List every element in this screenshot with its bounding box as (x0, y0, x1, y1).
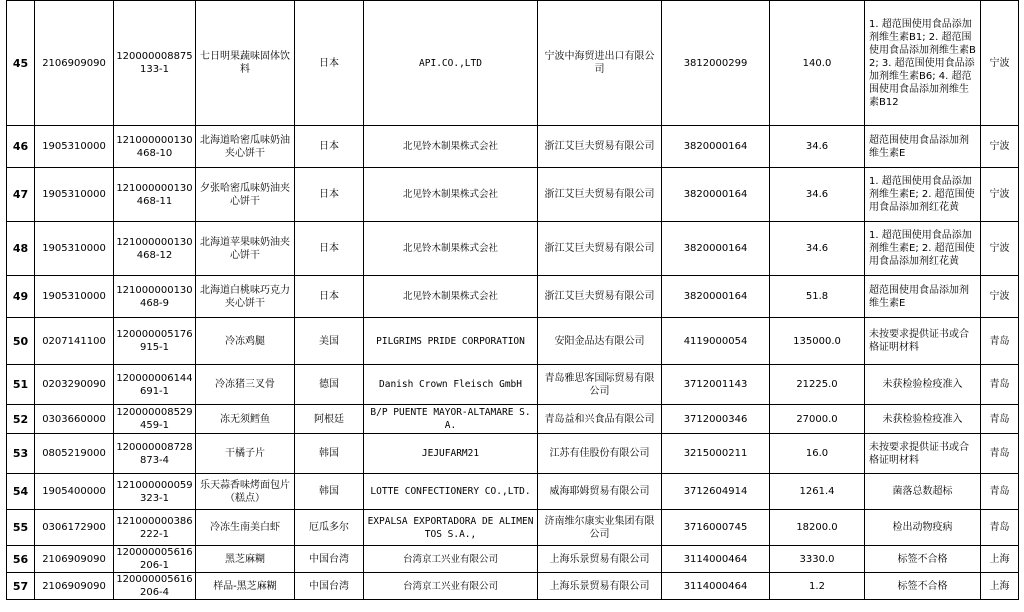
registration-number-cell: 121000000130468-12 (114, 222, 196, 276)
rejection-reason-cell: 标签不合格 (865, 573, 981, 600)
hs-code-cell: 0805219000 (35, 434, 114, 474)
table-row (7, 318, 1019, 365)
importer-code-cell: 3114000464 (662, 546, 770, 573)
exporter-cell: 北见铃木制果株式会社 (364, 126, 538, 168)
importer-cell: 浙江艾巨夫贸易有限公司 (538, 126, 662, 168)
table-row (7, 474, 1019, 510)
registration-number-cell: 121000000386222-1 (114, 510, 196, 546)
row-number-cell: 54 (7, 474, 35, 510)
hs-code-cell: 1905310000 (35, 276, 114, 318)
weight-cell: 18200.0 (770, 510, 865, 546)
registration-number-cell: 121000000130468-10 (114, 126, 196, 168)
rejection-reason-cell: 1. 超范围使用食品添加剂维生素E; 2. 超范围使用食品添加剂红花黄 (865, 168, 981, 222)
rejection-reason-cell: 1. 超范围使用食品添加剂维生素B1; 2. 超范围使用食品添加剂维生素B2; 3. 超范围使用食品添加剂维生素B6; 4. 超范围使用食品添加剂维生素B12 (865, 1, 981, 126)
registration-number-cell: 120000006144691-1 (114, 365, 196, 405)
port-cell: 青岛 (981, 365, 1019, 405)
importer-cell: 青岛雅思客国际贸易有限公司 (538, 365, 662, 405)
exporter-cell: 台湾京工兴业有限公司 (364, 546, 538, 573)
table-body (7, 1, 1019, 600)
origin-country-cell: 日本 (295, 126, 364, 168)
registration-number-cell: 120000005616206-4 (114, 573, 196, 600)
port-cell: 宁波 (981, 222, 1019, 276)
weight-cell: 1.2 (770, 573, 865, 600)
importer-code-cell: 3215000211 (662, 434, 770, 474)
importer-code-cell: 3114000464 (662, 573, 770, 600)
weight-cell: 1261.4 (770, 474, 865, 510)
product-name-cell: 冷冻生南美白虾 (196, 510, 295, 546)
origin-country-cell: 日本 (295, 168, 364, 222)
exporter-cell: PILGRIMS PRIDE CORPORATION (364, 318, 538, 365)
port-cell: 上海 (981, 546, 1019, 573)
exporter-cell: LOTTE CONFECTIONERY CO.,LTD. (364, 474, 538, 510)
exporter-cell: 北见铃木制果株式会社 (364, 168, 538, 222)
importer-cell: 浙江艾巨夫贸易有限公司 (538, 168, 662, 222)
rejection-reason-cell: 菌落总数超标 (865, 474, 981, 510)
product-name-cell: 样品-黑芝麻糊 (196, 573, 295, 600)
row-number-cell: 47 (7, 168, 35, 222)
importer-code-cell: 3712604914 (662, 474, 770, 510)
registration-number-cell: 121000000130468-11 (114, 168, 196, 222)
hs-code-cell: 0203290090 (35, 365, 114, 405)
hs-code-cell: 2106909090 (35, 546, 114, 573)
table-row (7, 126, 1019, 168)
hs-code-cell: 2106909090 (35, 573, 114, 600)
table-row (7, 434, 1019, 474)
hs-code-cell: 0306172900 (35, 510, 114, 546)
importer-code-cell: 3716000745 (662, 510, 770, 546)
product-name-cell: 北海道苹果味奶油夹心饼干 (196, 222, 295, 276)
importer-code-cell: 3712001143 (662, 365, 770, 405)
row-number-cell: 46 (7, 126, 35, 168)
rejection-reason-cell: 未按要求提供证书或合格证明材料 (865, 434, 981, 474)
port-cell: 青岛 (981, 510, 1019, 546)
registration-number-cell: 120000005176915-1 (114, 318, 196, 365)
product-name-cell: 黑芝麻糊 (196, 546, 295, 573)
weight-cell: 21225.0 (770, 365, 865, 405)
port-cell: 上海 (981, 573, 1019, 600)
weight-cell: 34.6 (770, 126, 865, 168)
importer-code-cell: 3812000299 (662, 1, 770, 126)
exporter-cell: B/P PUENTE MAYOR-ALTAMARE S.A. (364, 405, 538, 434)
origin-country-cell: 韩国 (295, 434, 364, 474)
hs-code-cell: 1905310000 (35, 222, 114, 276)
importer-cell: 浙江艾巨夫贸易有限公司 (538, 276, 662, 318)
product-name-cell: 干橘子片 (196, 434, 295, 474)
importer-cell: 安阳金品达有限公司 (538, 318, 662, 365)
rejection-reason-cell: 未获检验检疫准入 (865, 405, 981, 434)
importer-cell: 威海耶姆贸易有限公司 (538, 474, 662, 510)
row-number-cell: 56 (7, 546, 35, 573)
registration-number-cell: 120000005616206-1 (114, 546, 196, 573)
weight-cell: 16.0 (770, 434, 865, 474)
product-name-cell: 七日明果蔬味固体饮料 (196, 1, 295, 126)
rejection-reason-cell: 超范围使用食品添加剂维生素E (865, 126, 981, 168)
rejection-reason-cell: 检出动物疫病 (865, 510, 981, 546)
table-row (7, 276, 1019, 318)
importer-code-cell: 3712000346 (662, 405, 770, 434)
origin-country-cell: 中国台湾 (295, 573, 364, 600)
row-number-cell: 57 (7, 573, 35, 600)
exporter-cell: Danish Crown Fleisch GmbH (364, 365, 538, 405)
weight-cell: 140.0 (770, 1, 865, 126)
table-row (7, 365, 1019, 405)
rejection-reason-cell: 标签不合格 (865, 546, 981, 573)
rejection-reason-cell: 未获检验检疫准入 (865, 365, 981, 405)
origin-country-cell: 中国台湾 (295, 546, 364, 573)
row-number-cell: 55 (7, 510, 35, 546)
row-number-cell: 51 (7, 365, 35, 405)
importer-cell: 上海乐景贸易有限公司 (538, 546, 662, 573)
exporter-cell: 台湾京工兴业有限公司 (364, 573, 538, 600)
row-number-cell: 45 (7, 1, 35, 126)
port-cell: 青岛 (981, 434, 1019, 474)
table-row (7, 1, 1019, 126)
port-cell: 宁波 (981, 168, 1019, 222)
hs-code-cell: 1905400000 (35, 474, 114, 510)
port-cell: 青岛 (981, 318, 1019, 365)
importer-cell: 济南维尔康实业集团有限公司 (538, 510, 662, 546)
importer-cell: 浙江艾巨夫贸易有限公司 (538, 222, 662, 276)
importer-cell: 上海乐景贸易有限公司 (538, 573, 662, 600)
product-name-cell: 夕张哈密瓜味奶油夹心饼干 (196, 168, 295, 222)
product-name-cell: 冻无须鳕鱼 (196, 405, 295, 434)
row-number-cell: 50 (7, 318, 35, 365)
row-number-cell: 48 (7, 222, 35, 276)
row-number-cell: 49 (7, 276, 35, 318)
importer-code-cell: 3820000164 (662, 222, 770, 276)
weight-cell: 34.6 (770, 222, 865, 276)
table-row (7, 546, 1019, 573)
product-name-cell: 乐天蒜香味烤面包片（糕点） (196, 474, 295, 510)
importer-code-cell: 4119000054 (662, 318, 770, 365)
origin-country-cell: 德国 (295, 365, 364, 405)
table-row (7, 168, 1019, 222)
port-cell: 宁波 (981, 1, 1019, 126)
product-name-cell: 冷冻猪三叉骨 (196, 365, 295, 405)
registration-number-cell: 120000008875133-1 (114, 1, 196, 126)
weight-cell: 3330.0 (770, 546, 865, 573)
rejection-reason-cell: 1. 超范围使用食品添加剂维生素E; 2. 超范围使用食品添加剂红花黄 (865, 222, 981, 276)
port-cell: 宁波 (981, 276, 1019, 318)
rejection-reason-cell: 超范围使用食品添加剂维生素E (865, 276, 981, 318)
importer-code-cell: 3820000164 (662, 126, 770, 168)
rejected-imports-table (6, 0, 1019, 600)
registration-number-cell: 121000000059323-1 (114, 474, 196, 510)
exporter-cell: EXPALSA EXPORTADORA DE ALIMENTOS S.A., (364, 510, 538, 546)
table-row (7, 573, 1019, 600)
hs-code-cell: 0207141100 (35, 318, 114, 365)
origin-country-cell: 阿根廷 (295, 405, 364, 434)
registration-number-cell: 120000008529459-1 (114, 405, 196, 434)
hs-code-cell: 2106909090 (35, 1, 114, 126)
exporter-cell: JEJUFARM21 (364, 434, 538, 474)
importer-cell: 青岛益和兴食品有限公司 (538, 405, 662, 434)
exporter-cell: 北见铃木制果株式会社 (364, 276, 538, 318)
table-row (7, 510, 1019, 546)
product-name-cell: 冷冻鸡腿 (196, 318, 295, 365)
importer-cell: 宁波中海贸进出口有限公司 (538, 1, 662, 126)
port-cell: 青岛 (981, 405, 1019, 434)
table-row (7, 222, 1019, 276)
origin-country-cell: 日本 (295, 276, 364, 318)
importer-code-cell: 3820000164 (662, 168, 770, 222)
port-cell: 青岛 (981, 474, 1019, 510)
registration-number-cell: 120000008728873-4 (114, 434, 196, 474)
exporter-cell: API.CO.,LTD (364, 1, 538, 126)
hs-code-cell: 0303660000 (35, 405, 114, 434)
port-cell: 宁波 (981, 126, 1019, 168)
row-number-cell: 52 (7, 405, 35, 434)
origin-country-cell: 美国 (295, 318, 364, 365)
importer-code-cell: 3820000164 (662, 276, 770, 318)
rejection-reason-cell: 未按要求提供证书或合格证明材料 (865, 318, 981, 365)
product-name-cell: 北海道白桃味巧克力夹心饼干 (196, 276, 295, 318)
hs-code-cell: 1905310000 (35, 168, 114, 222)
weight-cell: 51.8 (770, 276, 865, 318)
table-row (7, 405, 1019, 434)
exporter-cell: 北见铃木制果株式会社 (364, 222, 538, 276)
row-number-cell: 53 (7, 434, 35, 474)
weight-cell: 34.6 (770, 168, 865, 222)
weight-cell: 27000.0 (770, 405, 865, 434)
origin-country-cell: 韩国 (295, 474, 364, 510)
product-name-cell: 北海道哈密瓜味奶油夹心饼干 (196, 126, 295, 168)
importer-cell: 江苏有佳股份有限公司 (538, 434, 662, 474)
origin-country-cell: 日本 (295, 1, 364, 126)
origin-country-cell: 厄瓜多尔 (295, 510, 364, 546)
hs-code-cell: 1905310000 (35, 126, 114, 168)
origin-country-cell: 日本 (295, 222, 364, 276)
registration-number-cell: 121000000130468-9 (114, 276, 196, 318)
weight-cell: 135000.0 (770, 318, 865, 365)
